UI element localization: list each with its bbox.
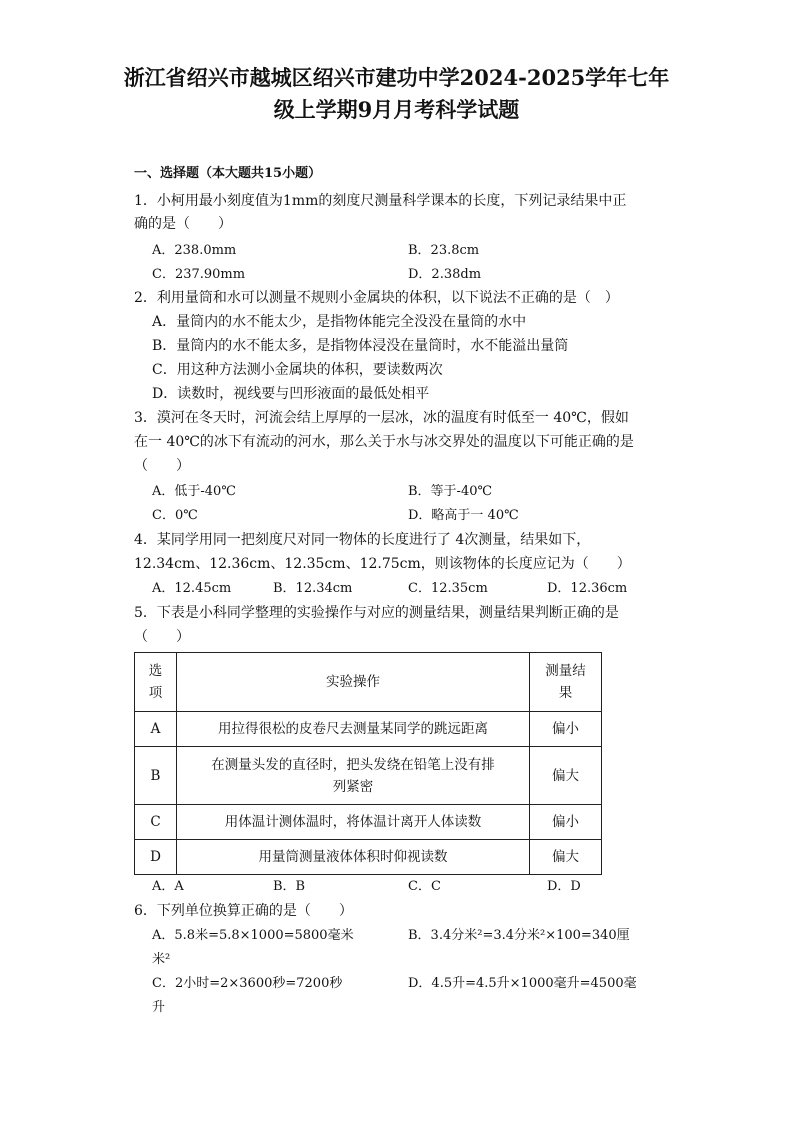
- header-operation: 实验操作: [177, 653, 530, 712]
- q1-stem-line-2: 确的是（ ）: [134, 216, 232, 232]
- q6-option-d-line-2: 升: [152, 1000, 166, 1015]
- row-option: A: [135, 712, 177, 747]
- q3-stem-line-2: 在一 40℃的冰下有流动的河水，那么关于水与冰交界处的温度以下可能正确的是: [134, 434, 634, 450]
- header-result: 测量结 果: [530, 653, 602, 712]
- q3-option-d: D．略高于一 40℃: [408, 508, 519, 523]
- row-result: 偏小: [530, 712, 602, 747]
- row-result: 偏小: [530, 805, 602, 840]
- row-operation: 用拉得很松的皮卷尺去测量某同学的跳远距离: [177, 712, 530, 747]
- row-result: 偏大: [530, 747, 602, 805]
- row-option: D: [135, 840, 177, 875]
- row-operation: 用量筒测量液体体积时仰视读数: [177, 840, 530, 875]
- table-row: [135, 840, 602, 875]
- q1-option-d: D．2.38dm: [408, 267, 482, 282]
- q4-option-d: D．12.36cm: [547, 581, 628, 596]
- row-option: B: [135, 747, 177, 805]
- q3-option-a: A．低于-40℃: [152, 484, 236, 499]
- table-row: [135, 805, 602, 840]
- q4-stem-line-2: 12.34cm、12.36cm、12.35cm、12.75cm，则该物体的长度应记为（ ）: [134, 556, 631, 572]
- row-option: C: [135, 805, 177, 840]
- q6-option-d-line-1: D．4.5升=4.5升×1000毫升=4500毫: [408, 976, 637, 991]
- q4-stem-line-1: 4．某同学用同一把刻度尺对同一物体的长度进行了 4次测量，结果如下，: [134, 532, 591, 548]
- title-line-1: 浙江省绍兴市越城区绍兴市建功中学2024-2025学年七年: [123, 65, 670, 90]
- q2-stem: 2．利用量筒和水可以测量不规则小金属块的体积，以下说法不正确的是（ ）: [134, 290, 619, 306]
- q3-option-b: B．等于-40℃: [408, 484, 493, 499]
- q6-option-b-line-2: 米²: [152, 952, 171, 967]
- q4-option-c: C．12.35cm: [408, 581, 488, 596]
- q5-option-a: A．A: [152, 879, 184, 894]
- q2-option-d: D．读数时，视线要与凹形液面的最低处相平: [152, 386, 430, 402]
- q5-option-c: C．C: [408, 879, 441, 894]
- q5-table: [134, 652, 602, 875]
- header-option: 选 项: [135, 653, 177, 712]
- q6-option-b-line-1: B．3.4分米²=3.4分米²×100=340厘: [408, 928, 630, 943]
- q5-stem-line-2: （ ）: [134, 629, 190, 645]
- q1-option-a: A．238.0mm: [152, 243, 237, 258]
- q3-stem-line-1: 3．漠河在冬天时，河流会结上厚厚的一层冰，冰的温度有时低至一 40℃，假如: [134, 410, 629, 426]
- q2-option-b: B．量筒内的水不能太多，是指物体浸没在量筒时，水不能溢出量筒: [152, 338, 569, 354]
- q6-option-c: C．2小时=2×3600秒=7200秒: [152, 976, 343, 991]
- section-heading: 一、选择题（本大题共15小题）: [134, 166, 322, 181]
- q1-stem-line-1: 1．小柯用最小刻度值为1mm的刻度尺测量科学课本的长度，下列记录结果中正: [134, 193, 627, 209]
- q5-stem-line-1: 5．下表是小科同学整理的实验操作与对应的测量结果，测量结果判断正确的是: [134, 605, 619, 621]
- q4-option-b: B．12.34cm: [273, 581, 353, 596]
- q1-option-b: B．23.8cm: [408, 243, 480, 258]
- q5-option-d: D．D: [547, 879, 581, 894]
- q1-option-c: C．237.90mm: [152, 267, 246, 282]
- q2-option-c: C．用这种方法测小金属块的体积，要读数两次: [152, 362, 443, 378]
- q5-option-b: B．B: [273, 879, 306, 894]
- q6-stem: 6．下列单位换算正确的是（ ）: [134, 903, 353, 919]
- q3-stem-line-3: （ ）: [134, 458, 190, 474]
- table-row: [135, 747, 602, 805]
- table-row: [135, 712, 602, 747]
- q4-option-a: A．12.45cm: [152, 581, 232, 596]
- row-operation: 在测量头发的直径时，把头发绕在铅笔上没有排 列紧密: [177, 747, 530, 805]
- page-title: [100, 62, 693, 126]
- row-operation: 用体温计测体温时，将体温计离开人体读数: [177, 805, 530, 840]
- title-line-2: 级上学期9月月考科学试题: [273, 97, 520, 122]
- q3-option-c: C．0℃: [152, 508, 198, 523]
- q6-option-a: A．5.8米=5.8×1000=5800毫米: [152, 928, 354, 943]
- table-header-row: [135, 653, 602, 712]
- q2-option-a: A．量筒内的水不能太少，是指物体能完全没没在量筒的水中: [152, 314, 527, 330]
- row-result: 偏大: [530, 840, 602, 875]
